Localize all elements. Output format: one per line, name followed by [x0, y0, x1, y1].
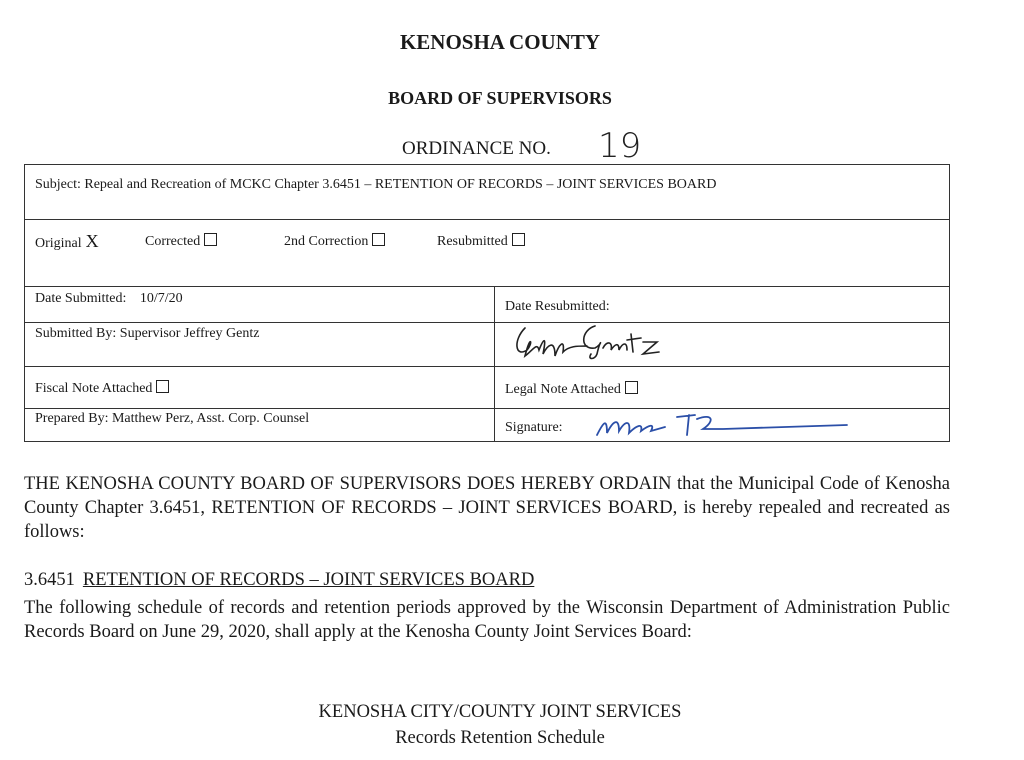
original-label: Original: [35, 236, 82, 251]
resubmitted-label: Resubmitted: [437, 234, 508, 249]
ordinance-form-table: [24, 164, 950, 442]
resubmitted-checkbox[interactable]: [512, 233, 525, 246]
ordinance-label: ORDINANCE NO.: [402, 138, 551, 159]
fiscal-note-checkbox[interactable]: [156, 380, 169, 393]
signature-label: Signature:: [505, 420, 563, 435]
form-column-divider: [494, 286, 495, 442]
date-submitted-value: 10/7/20: [139, 291, 183, 306]
section-title: RETENTION OF RECORDS – JOINT SERVICES BOARD: [82, 570, 535, 590]
form-divider: [25, 322, 949, 323]
board-title: BOARD OF SUPERVISORS: [388, 88, 612, 108]
schedule-paragraph: The following schedule of records and retention periods approved by the Wisconsin Department of Administration Public Records Board on June 29, 2020, shall apply at the Kenosha County Joint Services Board:: [24, 598, 950, 642]
ordinance-number: 19: [598, 126, 642, 166]
date-resubmitted-label: Date Resubmitted:: [505, 299, 610, 314]
legal-note: [505, 381, 638, 398]
submitted-by: Submitted By: Supervisor Jeffrey Gentz: [35, 326, 260, 341]
schedule-subtitle: Records Retention Schedule: [395, 728, 605, 748]
legal-note-label: Legal Note Attached: [505, 382, 621, 397]
second-correction-label: 2nd Correction: [284, 234, 369, 249]
form-divider: [25, 219, 949, 220]
preparer-signature: [585, 409, 855, 443]
original-x-mark: X: [85, 231, 99, 251]
fiscal-note: [35, 380, 169, 397]
second-correction-checkbox[interactable]: [372, 233, 385, 246]
date-submitted-label: Date Submitted:: [35, 291, 127, 306]
date-submitted: [35, 291, 183, 307]
subject-line: Subject: Repeal and Recreation of MCKC Chapter 3.6451 – RETENTION OF RECORDS – JOINT SERVICES BOARD: [35, 177, 717, 192]
corrected-checkbox[interactable]: [204, 233, 217, 246]
original-option: [35, 231, 99, 252]
form-divider: [25, 366, 949, 367]
prepared-by: Prepared By: Matthew Perz, Asst. Corp. Counsel: [35, 411, 310, 426]
legal-note-checkbox[interactable]: [625, 381, 638, 394]
schedule-title: KENOSHA CITY/COUNTY JOINT SERVICES: [318, 702, 682, 722]
second-correction-option: [284, 233, 385, 250]
ordain-paragraph: THE KENOSHA COUNTY BOARD OF SUPERVISORS DOES HEREBY ORDAIN that the Municipal Code of Kenosha County Chapter 3.6451, RETENTION OF RECORDS – JOINT SERVICES BOARD, is hereby repealed and recreated as follows:: [24, 474, 950, 542]
submitter-signature: [503, 320, 703, 366]
form-divider: [25, 286, 949, 287]
corrected-option: [145, 233, 217, 250]
county-title: KENOSHA COUNTY: [399, 30, 601, 54]
fiscal-note-label: Fiscal Note Attached: [35, 381, 153, 396]
section-heading: [24, 570, 534, 591]
corrected-label: Corrected: [145, 234, 201, 249]
resubmitted-option: [437, 233, 525, 250]
section-number: 3.6451: [24, 570, 75, 590]
